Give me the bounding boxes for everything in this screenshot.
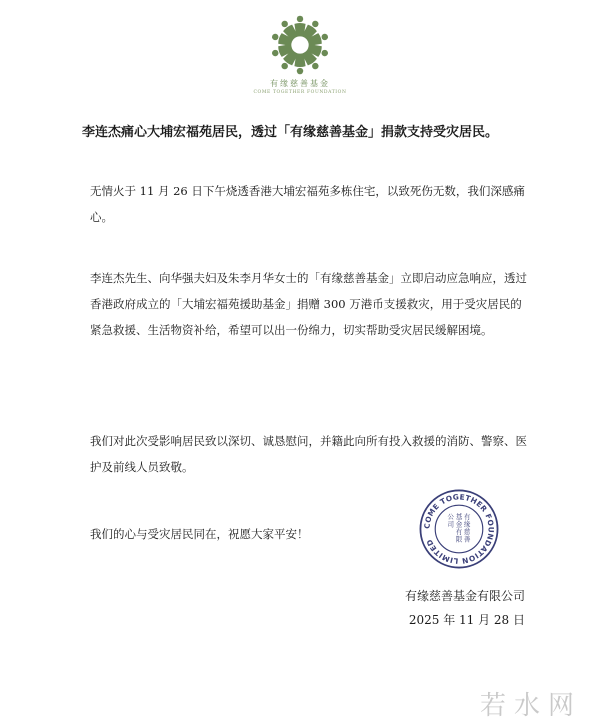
seal-ring-text: COME TOGETHER FOUNDATION LIMITED xyxy=(422,492,496,566)
paragraph-donation: 李连杰先生、向华强夫妇及朱李月华女士的「有缘慈善基金」立即启动应急响应，透过香港政府成立的「大埔宏福苑援助基金」捐赠 300 万港币支援救灾，用于受灾居民的紧急救援、生活物资补给，希望可以出一份绵力，切实帮助受灾居民缓解困境。 xyxy=(90,271,527,337)
seal-center-char: 司 xyxy=(447,520,455,529)
seal-center-char: 善 xyxy=(463,535,471,544)
seal-center-char: 慈 xyxy=(463,527,471,536)
seal-center-char: 有 xyxy=(455,527,463,536)
seal-center-char: 公 xyxy=(447,513,455,522)
company-seal-stamp xyxy=(418,488,500,570)
seal-center-char: 有 xyxy=(463,513,471,522)
logo-name-en: COME TOGETHER FOUNDATION xyxy=(253,90,347,95)
seal-center-char: 基 xyxy=(455,513,463,522)
seal-center-char: 金 xyxy=(455,520,463,529)
headline: 李连杰痛心大埔宏福苑居民，透过「有缘慈善基金」捐款支持受灾居民。 xyxy=(82,125,499,140)
paragraph-closing: 我们的心与受灾居民同在，祝愿大家平安！ xyxy=(90,527,309,541)
seal-center-char: 限 xyxy=(455,535,463,544)
signature-date: 2025 年 11 月 28 日 xyxy=(408,613,525,627)
signature-organization: 有缘慈善基金有限公司 xyxy=(404,589,525,603)
seal-center-char: 缘 xyxy=(463,520,471,529)
paragraph-condolence: 我们对此次受影响居民致以深切、诚恳慰问，并籍此向所有投入救援的消防、警察、医护及前线人员致敬。 xyxy=(90,434,527,474)
site-watermark: 若水网 xyxy=(479,691,582,721)
paragraph-fire-report: 无情火于 11 月 26 日下午烧透香港大埔宏福苑多栋住宅，以致死伤无数，我们深感痛心。 xyxy=(90,184,525,224)
logo-name-cn: 有缘慈善基金 xyxy=(270,79,330,88)
people-ring-logo-icon xyxy=(269,14,331,76)
letterhead-logo xyxy=(0,14,600,95)
